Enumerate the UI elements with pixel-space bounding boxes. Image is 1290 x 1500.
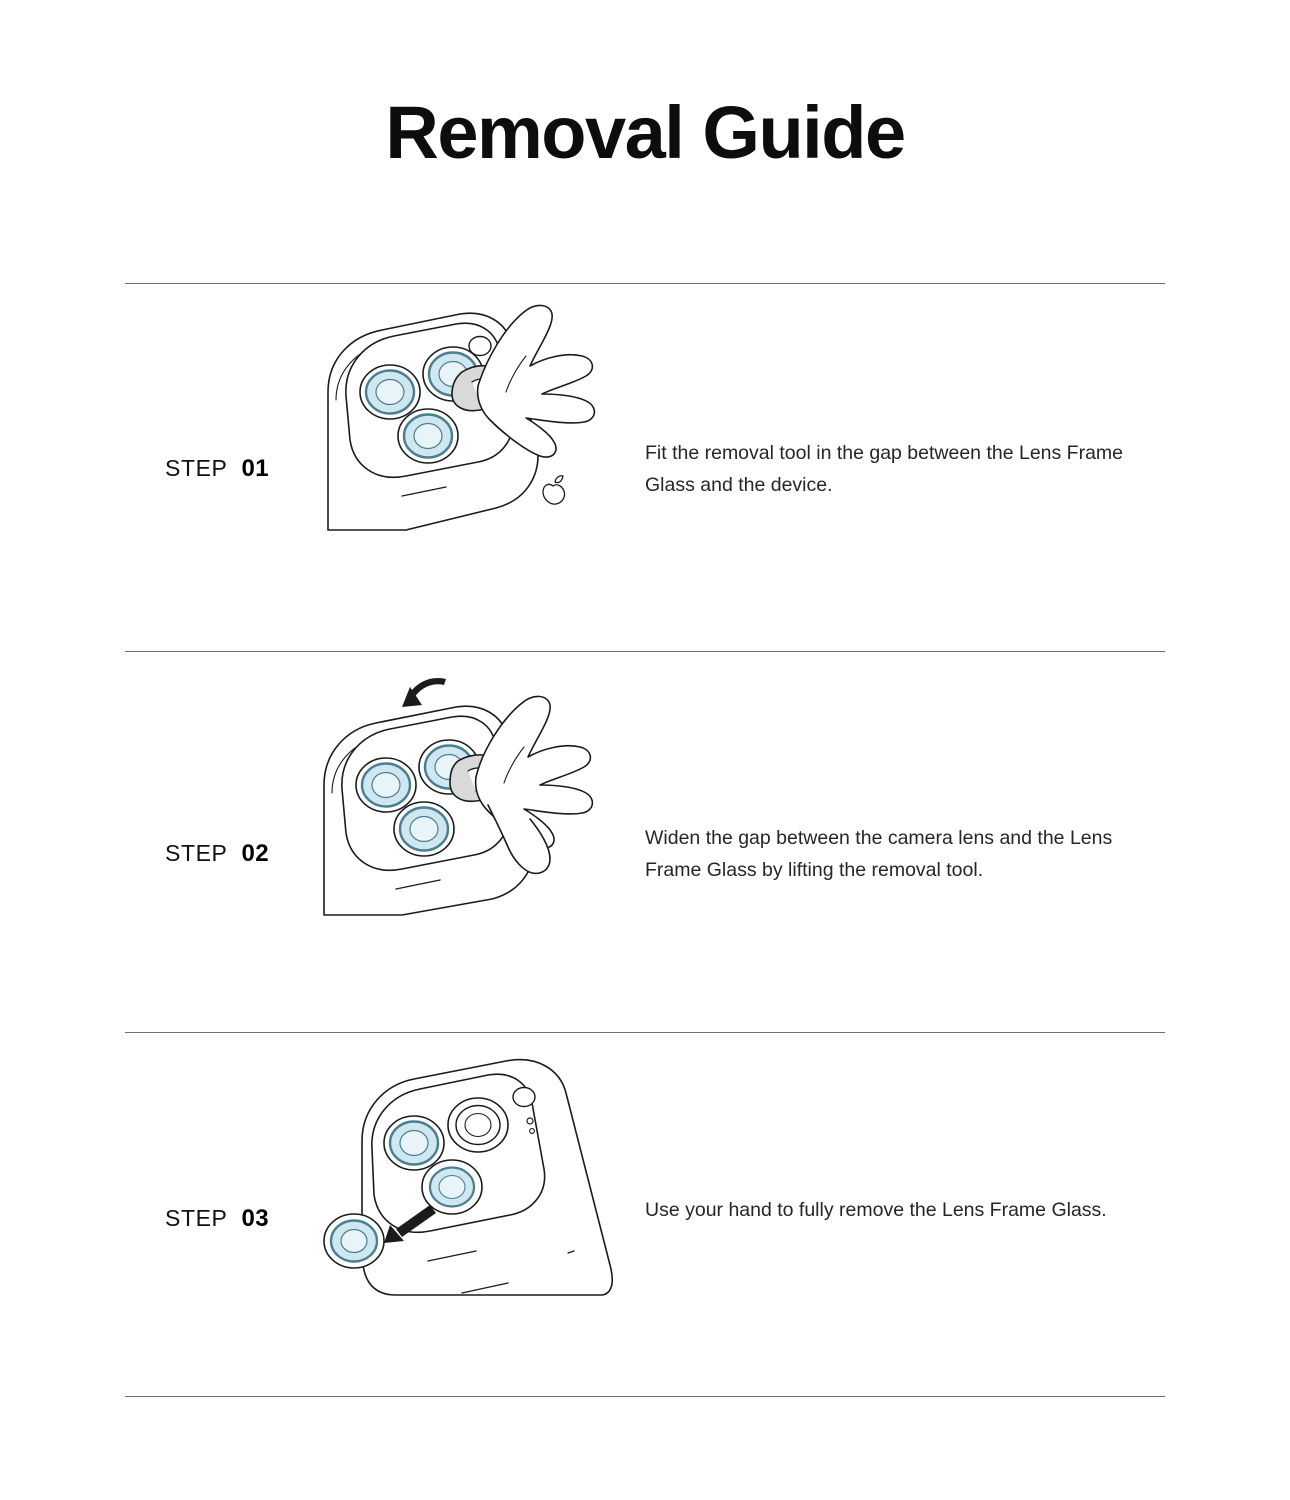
lens-top-left (356, 758, 416, 812)
step-word-03: STEP (165, 1205, 228, 1231)
lift-arrow (402, 678, 446, 707)
sensor-dot (530, 1129, 535, 1134)
step-label-03 (165, 1205, 269, 1233)
flash-module (469, 337, 491, 356)
step-word-02: STEP (165, 840, 228, 866)
brand-mark (543, 476, 565, 504)
divider-bottom (125, 1396, 1165, 1397)
step-row-01 (125, 300, 1165, 640)
divider-step-2-3 (125, 1032, 1165, 1033)
flash-module (513, 1088, 535, 1107)
step-text-03: Use your hand to fully remove the Lens Frame Glass. (645, 1199, 1107, 1221)
step-row-02 (125, 665, 1165, 1020)
step-text-02: Widen the gap between the camera lens and the Lens Frame Glass by lifting the removal tool. (645, 827, 1113, 881)
lens-bottom (394, 802, 454, 856)
lens-socket-bottom (422, 1160, 482, 1214)
divider-top (125, 283, 1165, 284)
step-word-01: STEP (165, 455, 228, 481)
lens-top-left (360, 365, 420, 419)
lens-top-left (384, 1116, 444, 1170)
step-number-01: 01 (241, 455, 269, 482)
step-illustration-03 (310, 1045, 650, 1295)
divider-step-1-2 (125, 651, 1165, 652)
microphone-dot (527, 1118, 533, 1124)
page-title: Removal Guide (385, 91, 905, 174)
detached-lens-frame-glass (324, 1214, 384, 1268)
lens-bottom (398, 409, 458, 463)
step-label-01 (165, 455, 269, 483)
step-text-01: Fit the removal tool in the gap between the Lens Frame Glass and the device. (645, 442, 1124, 496)
step-number-03: 03 (241, 1205, 269, 1232)
step-illustration-01 (310, 300, 610, 530)
step-row-03 (125, 1045, 1165, 1385)
lens-socket-top-right (448, 1098, 508, 1152)
step-number-02: 02 (241, 840, 269, 867)
step-illustration-02 (310, 665, 610, 915)
step-label-02 (165, 840, 269, 868)
